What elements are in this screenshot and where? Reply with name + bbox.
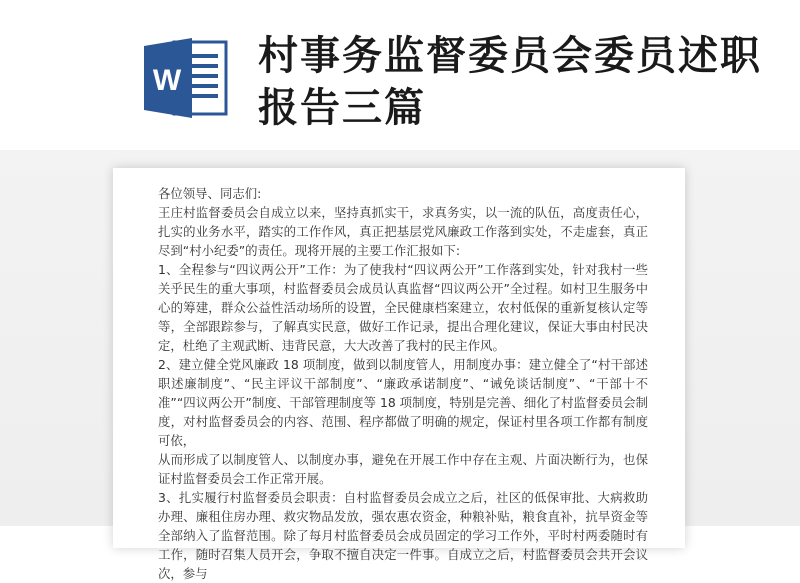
section-1-paragraph: 1、全程参与“四议两公开”工作：为了使我村“四议两公开”工作落到实处，针对我村一些关乎民生的重大事项，村监督委员会成员认真监督“四议两公开”全过程。如村卫生服务中心的筹建，群众公益性活动场所的设置，全民健康档案建立，农村低保的重新复核认定等等，全部跟踪参与，了解真实民意，做好工作记录，提出合理化建议，保证大事由村民决定，杜绝了主观武断、违背民意，大大改善了我村的民主作风。 <box>158 262 648 353</box>
document-body <box>158 184 648 583</box>
word-letter: W <box>152 64 182 97</box>
section-2-paragraph: 2、建立健全党风廉政 18 项制度，做到以制度管人，用制度办事：建立健全了“村干部述职述廉制度”、“民主评议干部制度”、“廉政承诺制度”、“诫免谈话制度”、“干部十不准”“四议两公开”制度、干部管理制度等 18 项制度，特别是完善、细化了村监督委员会制度，对村监督委员会的内容、范围、程序都做了明确的规定，保证村里各项工作都有制度可依， <box>158 357 648 448</box>
page-title: 村事务监督委员会委员述职报告三篇 <box>258 33 762 131</box>
section-3-paragraph: 3、扎实履行村监督委员会职责：自村监督委员会成立之后，社区的低保审批、大病救助办理、廉租住房办理、救灾物品发放，强农惠农资金，种粮补贴，粮食直补，抗旱资金等全部纳入了监督范围。除了每月村监督委员会成员固定的学习工作外，平时村两委随时有工作，随时召集人员开会，争取不擅自决定一件事。自成立之后，村监督委员会共开会议次，参与 <box>158 490 648 581</box>
salutation: 各位领导、同志们: <box>158 186 262 201</box>
section-2-continuation: 从而形成了以制度管人、以制度办事，避免在开展工作中存在主观、片面决断行为，也保证村监督委员会工作正常开展。 <box>158 452 648 486</box>
word-document-icon <box>140 32 232 124</box>
header <box>0 0 800 150</box>
intro-paragraph: 王庄村监督委员会自成立以来，坚持真抓实干，求真务实，以一流的队伍，高度责任心，扎实的业务水平，踏实的工作作风，真正把基层党风廉政工作落到实处，不走虚套，真正尽到“村小纪委”的责任。现将开展的主要工作汇报如下: <box>158 205 648 258</box>
